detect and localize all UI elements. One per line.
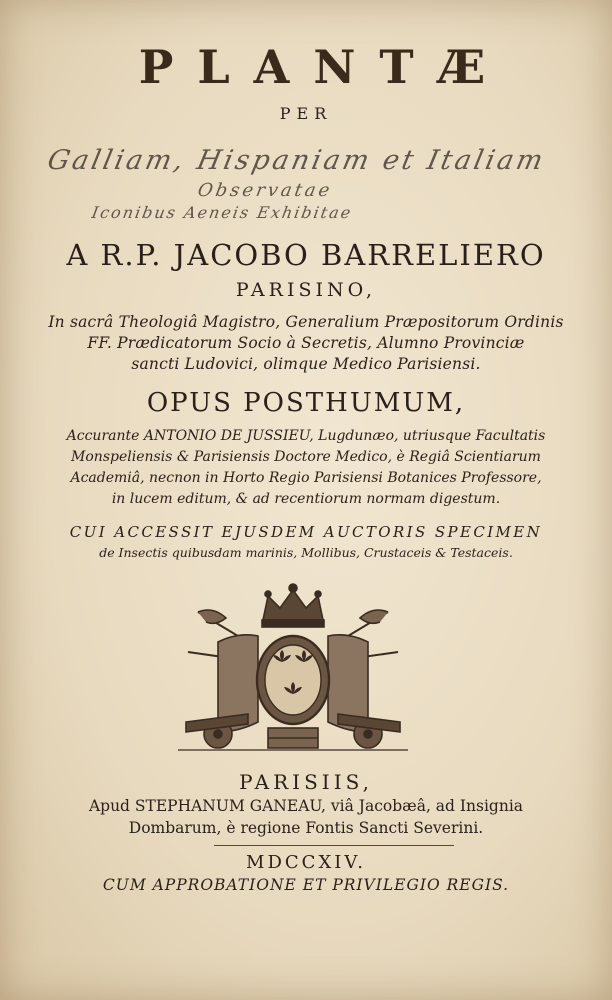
- approbation-line: CUM APPROBATIONE ET PRIVILEGIO REGIS.: [102, 876, 510, 894]
- author-name: A R.P. JACOBO BARRELIERO: [66, 238, 546, 272]
- description-line-3: sancti Ludovici, olimque Medico Parisiensi.: [131, 355, 481, 373]
- publisher-line-2: Dombarum, è regione Fontis Sancti Severini.: [128, 819, 484, 837]
- insectis-line: de Insectis quibusdam marinis, Mollibus, Crustaceis & Testaceis.: [99, 545, 513, 560]
- description-line-2: FF. Prædicatorum Socio à Secretis, Alumno Provinciæ: [87, 334, 525, 352]
- divider-rule: [214, 845, 454, 846]
- author-origin: PARISINO,: [235, 279, 377, 301]
- publication-year: MDCCXIV.: [246, 852, 366, 873]
- per-line: PER: [279, 104, 333, 123]
- publisher-line-1: Apud STEPHANUM GANEAU, viâ Jacobæâ, ad Insignia: [88, 797, 524, 815]
- accurante-line-3: Academiâ, necnon in Horto Regio Parisiensi Botanices Professore,: [70, 470, 542, 486]
- handwritten-line-2: Observatae: [196, 180, 335, 201]
- book-title: PLANTÆ: [138, 40, 510, 94]
- opus-posthumum: OPUS POSTHUMUM,: [146, 388, 466, 418]
- handwritten-line-1: Galliam, Hispaniam et Italiam: [44, 145, 549, 176]
- description-line-1: In sacrâ Theologiâ Magistro, Generalium Præpositorum Ordinis: [48, 313, 564, 331]
- accurante-line-4: in lucem editum, & ad recentiorum normam digestum.: [111, 491, 501, 507]
- accessit-line: CUI ACCESSIT EJUSDEM AUCTORIS SPECIMEN: [69, 523, 543, 541]
- place-of-publication: PARISIIS,: [239, 770, 373, 794]
- handwritten-line-3: Iconibus Aeneis Exhibitae: [90, 203, 354, 222]
- accurante-line-1: Accurante ANTONIO DE JUSSIEU, Lugdunæo, utriusque Facultatis: [66, 428, 546, 444]
- accurante-line-2: Monspeliensis & Parisiensis Doctore Medico, è Regiâ Scientiarum: [71, 449, 541, 465]
- royal-arms-emblem-icon: [178, 582, 408, 754]
